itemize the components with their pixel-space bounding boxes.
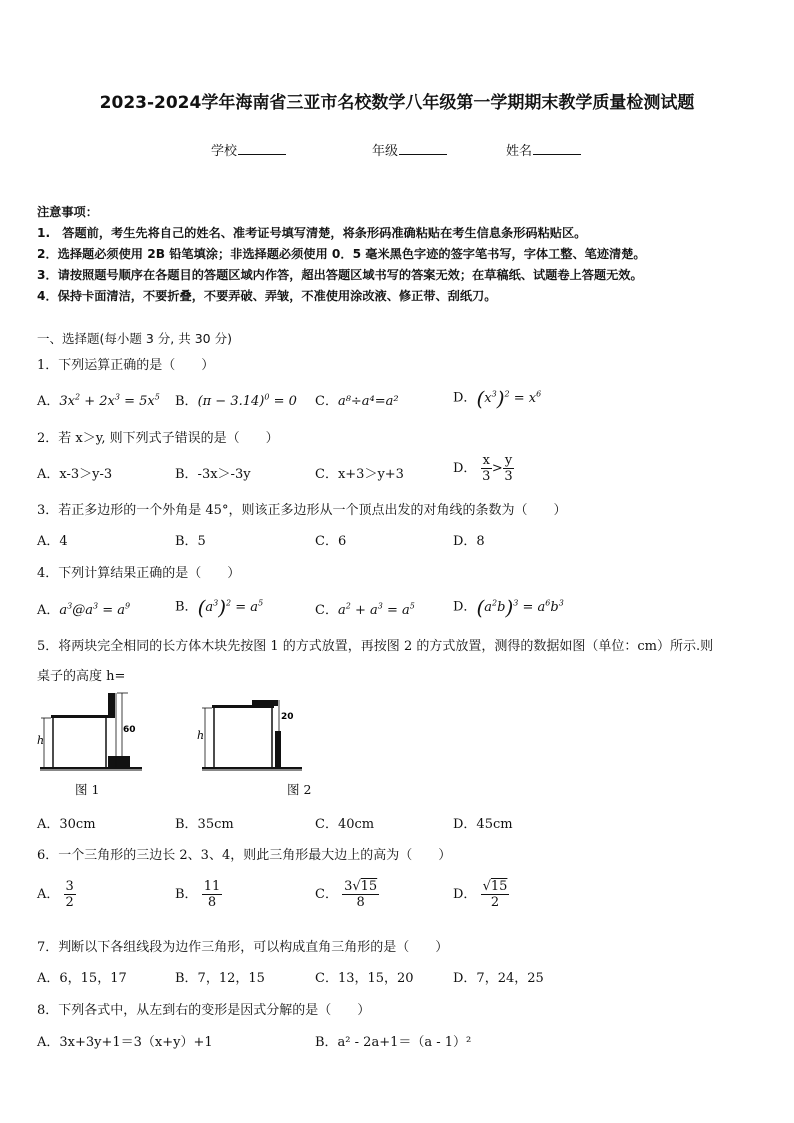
question-stem: 3．若正多边形的一个外角是 45°，则该正多边形从一个顶点出发的对角线的条数为（ ） [37,503,567,518]
q4-option-a[interactable]: A．$a^3@a^3 = a^9$ [37,601,131,618]
figure-2 [192,697,304,772]
figure-2-caption: 图 2 [287,782,312,797]
note-item: 1. 答题前，考生先将自己的姓名、准考证号填写清楚，将条形码准确粘贴在考生信息条形码粘贴区。 [37,226,587,240]
fig1-h-label: h [37,734,45,747]
q6-option-d[interactable]: D． $\frac{√15}{2}$ [453,879,508,910]
question-stem: 7．判断以下各组线段为边作三角形，可以构成直角三角形的是（ ） [37,940,449,955]
school-label: 学校 [211,144,238,159]
school-field[interactable] [211,140,286,159]
q6-option-a[interactable]: A． $\frac{3}{2}$ [37,879,74,910]
q2-option-d[interactable]: D． $\frac{x}{3}$ > $\frac{y}{3}$ [453,453,513,484]
question-stem: 1．下列运算正确的是（ ） [37,358,215,373]
q1-option-a[interactable]: A．$3x^2 + 2x^3 = 5x^5$ [37,392,160,409]
q1-option-c[interactable]: C．a⁸÷a⁴=a² [315,394,399,409]
q2-option-c[interactable]: C．x+3＞y+3 [315,467,404,482]
fig2-h-label: h [197,729,205,742]
q5-option-a[interactable]: A．30cm [37,817,96,832]
q7-option-c[interactable]: C．13，15，20 [315,971,414,986]
q7-option-a[interactable]: A．6，15，17 [37,971,127,986]
q8-option-b[interactable]: B．a² - 2a+1＝（a - 1）² [315,1035,472,1050]
fig2-length-label: 20 [281,712,294,722]
q1-option-d[interactable]: D．$(x^3)^2 = x^6$ [453,386,542,410]
q6-option-c[interactable]: C． $\frac{3√15}{8}$ [315,879,378,910]
q3-option-b[interactable]: B．5 [175,534,206,549]
figure-1-caption: 图 1 [75,782,100,797]
q2-option-b[interactable]: B．-3x＞-3y [175,467,251,482]
note-item: 4．保持卡面清洁，不要折叠，不要弄破、弄皱，不准使用涂改液、修正带、刮纸刀。 [37,289,497,303]
question-stem: 2．若 x＞y, 则下列式子错误的是（ ） [37,431,279,446]
page-title: 2023-2024学年海南省三亚市名校数学八年级第一学期期末教学质量检测试题 [99,93,695,113]
q7-option-b[interactable]: B．7，12，15 [175,971,265,986]
q3-option-d[interactable]: D．8 [453,534,485,549]
notes-heading: 注意事项： [37,205,98,219]
question-stem: 4．下列计算结果正确的是（ ） [37,566,241,581]
q4-option-c[interactable]: C．$a^2 + a^3 = a^5$ [315,601,415,618]
name-field[interactable] [506,140,581,159]
school-blank[interactable] [238,142,286,155]
grade-blank[interactable] [399,142,447,155]
q4-option-d[interactable]: D．$(a^2b)^3 = a^6b^3$ [453,595,564,619]
q5-option-b[interactable]: B．35cm [175,817,234,832]
q5-option-d[interactable]: D．45cm [453,817,513,832]
figure-1 [36,690,146,772]
grade-field[interactable] [372,140,447,159]
question-stem-cont: 桌子的高度 h= [37,669,126,684]
q1-option-b[interactable]: B．$(\pi - 3.14)^0 = 0$ [175,392,297,409]
question-stem: 6．一个三角形的三边长 2、3、4，则此三角形最大边上的高为（ ） [37,848,452,863]
name-label: 姓名 [506,144,533,159]
q3-option-a[interactable]: A．4 [37,534,68,549]
q2-option-a[interactable]: A．x-3＞y-3 [37,467,113,482]
q7-option-d[interactable]: D．7，24，25 [453,971,544,986]
name-blank[interactable] [533,142,581,155]
q8-option-a[interactable]: A．3x+3y+1＝3（x+y）+1 [37,1035,213,1050]
q4-option-b[interactable]: B．$(a^3)^2 = a^5$ [175,595,264,619]
q6-option-b[interactable]: B． $\frac{11}{8}$ [175,879,221,910]
question-stem: 5．将两块完全相同的长方体木块先按图 1 的方式放置，再按图 2 的方式放置，测得的数据如图（单位：cm）所示.则 [37,639,714,654]
note-item: 2．选择题必须使用 2B 铅笔填涂；非选择题必须使用 0．5 毫米黑色字迹的签字笔书写，字体工整、笔迹清楚。 [37,247,646,261]
q3-option-c[interactable]: C．6 [315,534,347,549]
unit-cm: cm [637,639,657,654]
section-heading: 一、选择题(每小题 3 分, 共 30 分) [37,331,232,346]
note-item: 3．请按照题号顺序在各题目的答题区域内作答，超出答题区域书写的答案无效；在草稿纸、试题卷上答题无效。 [37,268,643,282]
grade-label: 年级 [372,144,399,159]
question-stem: 8．下列各式中，从左到右的变形是因式分解的是（ ） [37,1003,371,1018]
fig1-length-label: 60 [123,725,136,735]
q5-option-c[interactable]: C．40cm [315,817,375,832]
